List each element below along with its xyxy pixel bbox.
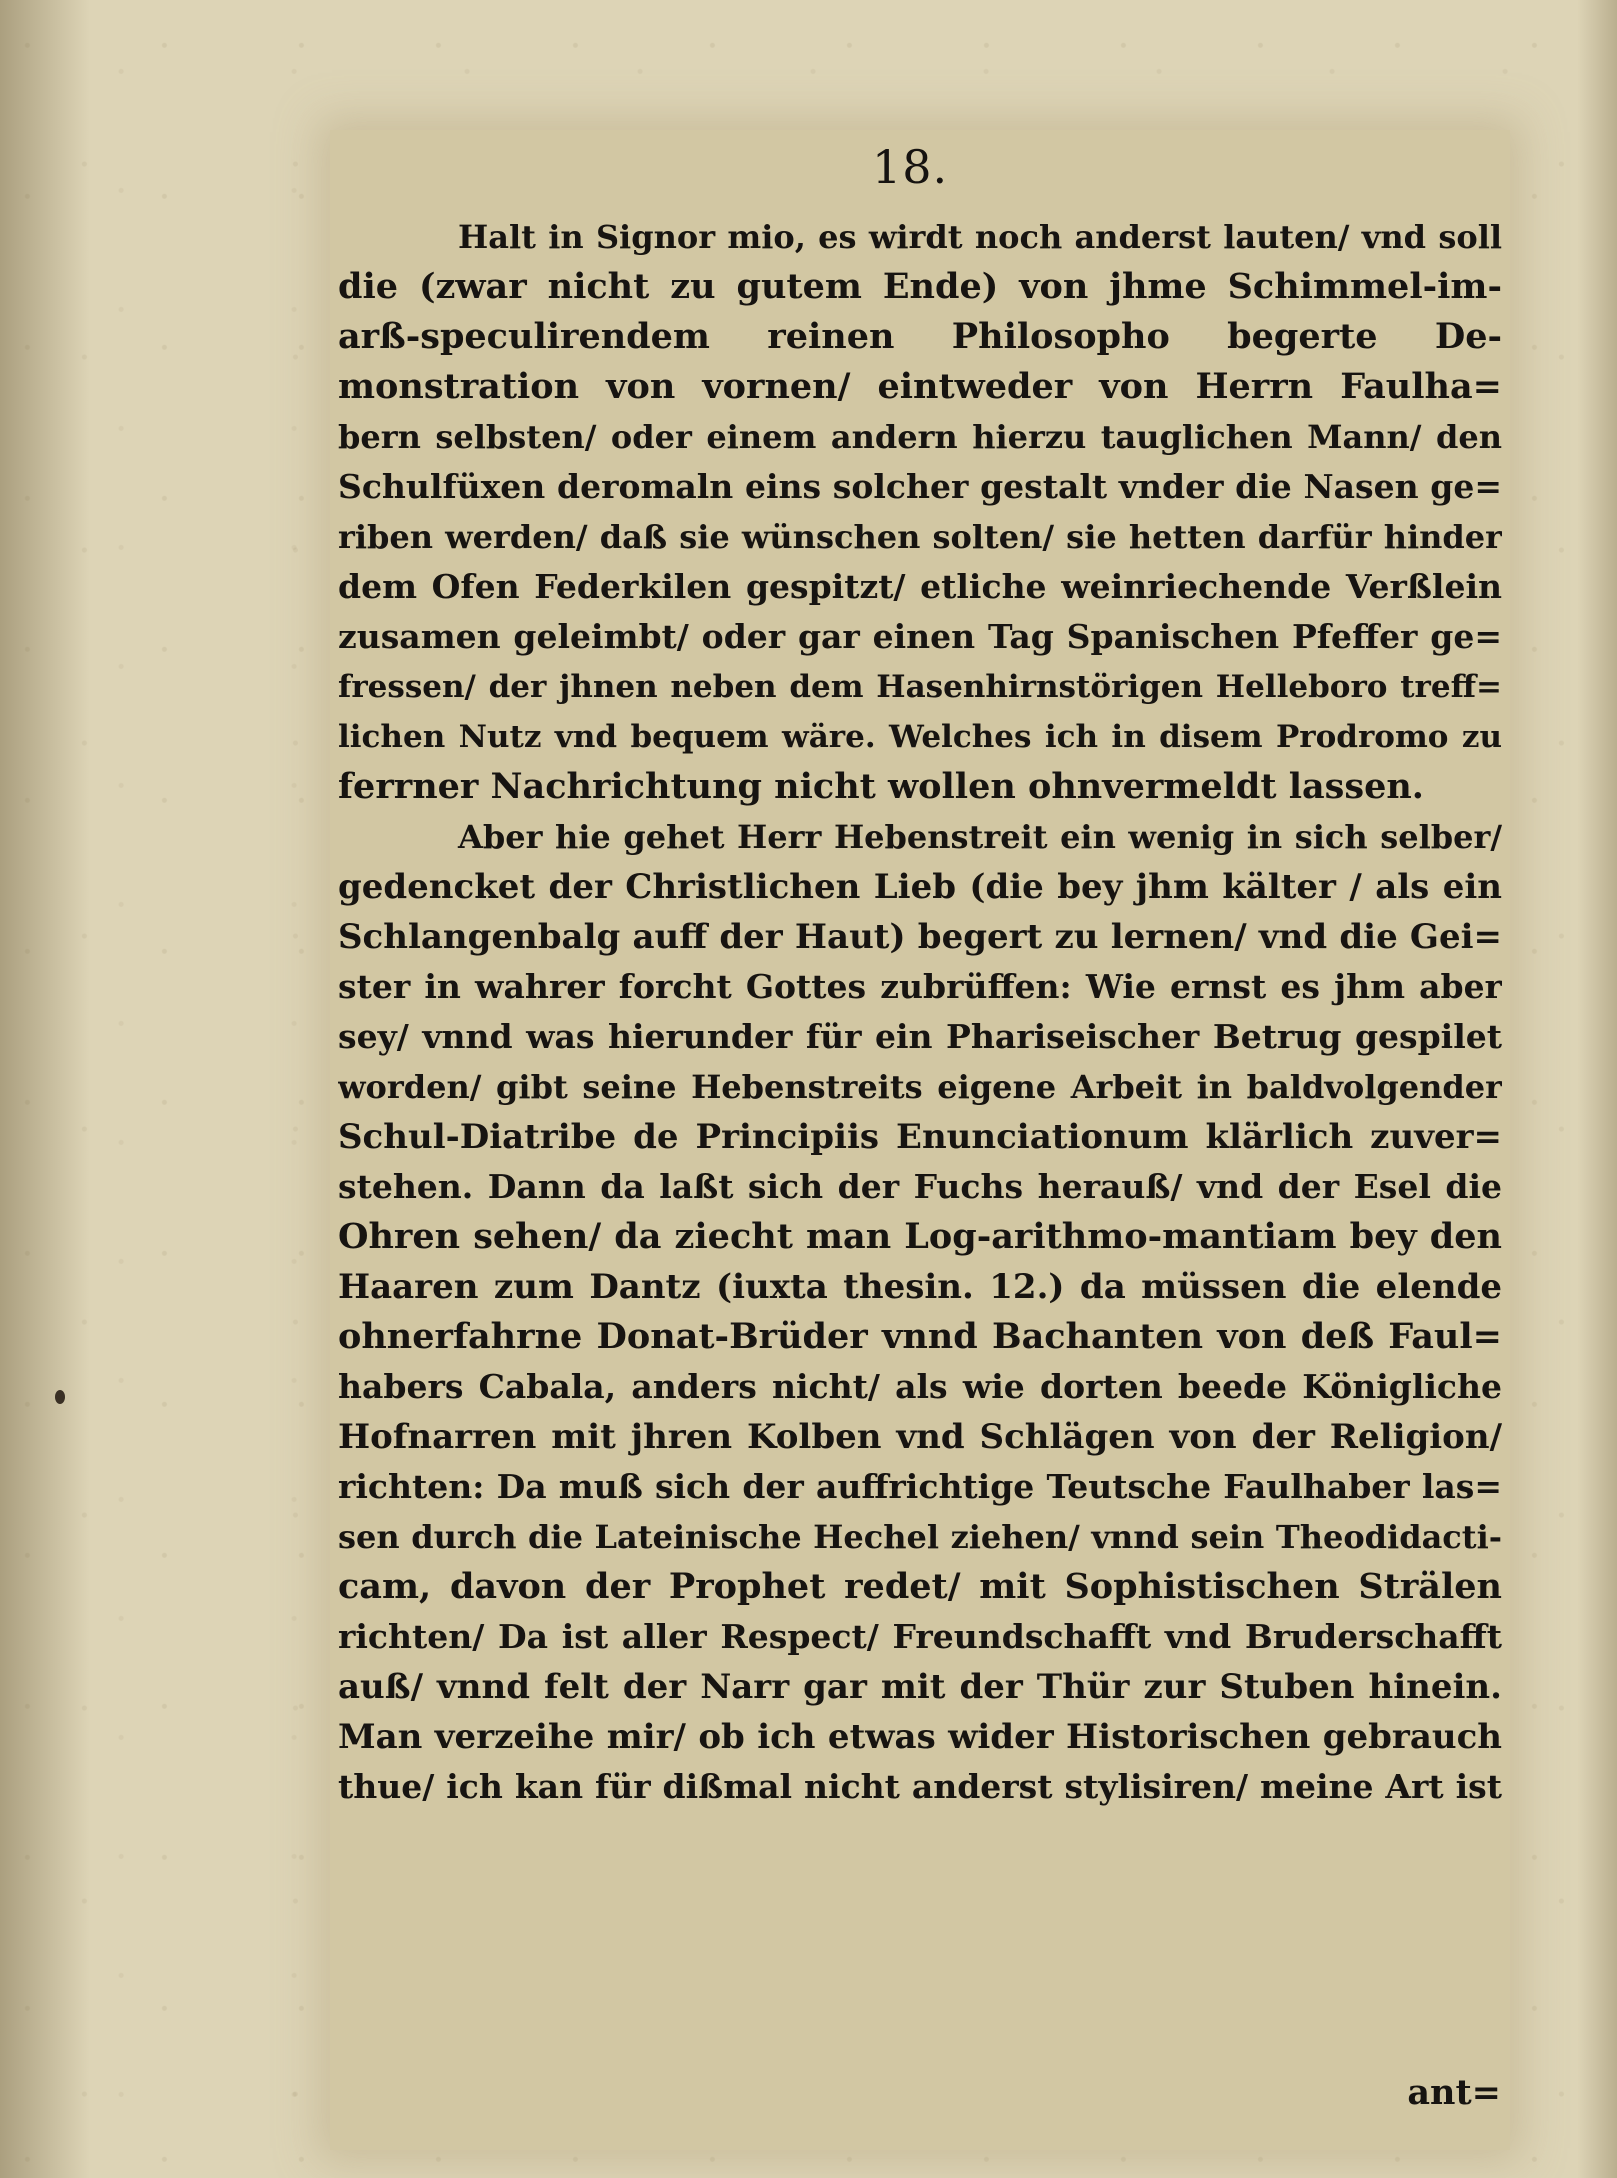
- ink-speck: [55, 1390, 65, 1404]
- text-line: habers Cabala, anders nicht/ als wie dorten beede Königliche: [338, 1367, 1502, 1406]
- catchword: ant=: [1407, 2072, 1501, 2113]
- text-line: Schul-Diatribe de Principiis Enunciationum klärlich zuver=: [338, 1117, 1502, 1157]
- text-line: bern selbsten/ oder einem andern hierzu tauglichen Mann/ den: [338, 418, 1502, 456]
- text-line: gedencket der Christlichen Lieb (die bey jhm kälter / als ein: [338, 867, 1502, 907]
- text-line: lichen Nutz vnd bequem wäre. Welches ich in disem Prodromo zu: [338, 719, 1502, 755]
- text-line: auß/ vnnd felt der Narr gar mit der Thür zur Stuben hinein.: [338, 1667, 1502, 1707]
- text-line: Schulfüxen deromaln eins solcher gestalt vnder die Nasen ge=: [338, 467, 1502, 506]
- text-line: arß-speculirendem reinen Philosopho begerte De-: [338, 316, 1502, 357]
- text-line: Schlangenbalg auff der Haut) begert zu lernen/ vnd die Gei=: [338, 917, 1502, 957]
- text-line: sey/ vnnd was hierunder für ein Phariseischer Betrug gespilet: [338, 1017, 1502, 1056]
- text-line: ster in wahrer forcht Gottes zubrüffen: Wie ernst es jhm aber: [338, 967, 1502, 1006]
- text-line: monstration von vornen/ eintweder von Herrn Faulha=: [338, 366, 1502, 407]
- text-line: ferrner Nachrichtung nicht wollen ohnvermeldt lassen.: [338, 766, 1424, 807]
- text-line: Man verzeihe mir/ ob ich etwas wider Historischen gebrauch: [338, 1717, 1502, 1757]
- text-line: ohnerfahrne Donat-Brüder vnnd Bachanten von deß Faul=: [338, 1316, 1502, 1357]
- text-line: stehen. Dann da laßt sich der Fuchs herauß/ vnd der Esel die: [338, 1167, 1502, 1206]
- text-line: Hofnarren mit jhren Kolben vnd Schlägen von der Religion/: [338, 1417, 1502, 1457]
- text-line: Haaren zum Dantz (iuxta thesin. 12.) da müssen die elende: [338, 1267, 1502, 1307]
- body-text: [338, 212, 1502, 1812]
- text-line: Aber hie gehet Herr Hebenstreit ein wenig in sich selber/: [458, 818, 1502, 856]
- text-line: sen durch die Lateinische Hechel ziehen/ vnnd sein Theodidacti-: [338, 1518, 1502, 1556]
- text-line: richten/ Da ist aller Respect/ Freundschafft vnd Bruderschafft: [338, 1617, 1502, 1656]
- page-edge-shadow: [1577, 0, 1617, 2178]
- page-number: 18.: [872, 140, 949, 194]
- text-line: worden/ gibt seine Hebenstreits eigene Arbeit in baldvolgender: [338, 1068, 1502, 1106]
- text-line: Halt in Signor mio, es wirdt noch anderst lauten/ vnd soll: [458, 218, 1502, 256]
- binding-shadow: [0, 0, 90, 2178]
- text-line: riben werden/ daß sie wünschen solten/ sie hetten darfür hinder: [338, 518, 1502, 556]
- text-line: richten: Da muß sich der auffrichtige Teutsche Faulhaber las=: [338, 1467, 1502, 1506]
- text-line: fressen/ der jhnen neben dem Hasenhirnstörigen Helleboro treff=: [338, 669, 1502, 705]
- text-line: die (zwar nicht zu gutem Ende) von jhme Schimmel-im-: [338, 266, 1502, 307]
- text-line: Ohren sehen/ da ziecht man Log-arithmo-mantiam bey den: [338, 1216, 1502, 1257]
- text-line: cam, davon der Prophet redet/ mit Sophistischen Strälen: [338, 1566, 1502, 1607]
- text-line: zusamen geleimbt/ oder gar einen Tag Spanischen Pfeffer ge=: [338, 617, 1502, 656]
- text-line: dem Ofen Federkilen gespitzt/ etliche weinriechende Verßlein: [338, 567, 1502, 606]
- text-line: thue/ ich kan für dißmal nicht anderst stylisiren/ meine Art ist: [338, 1767, 1502, 1806]
